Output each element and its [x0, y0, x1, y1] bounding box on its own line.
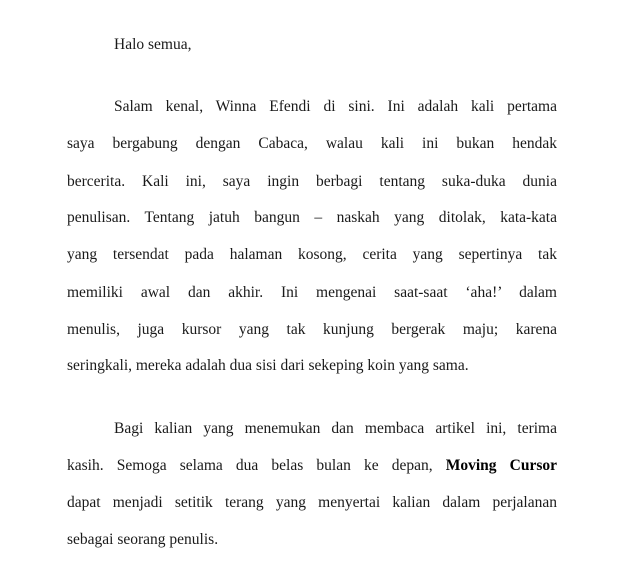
paragraph-1-line-4: penulisan. Tentang jatuh bangun – naskah yang ditolak, kata-kata: [67, 209, 557, 226]
paragraph-1-line-1: Salam kenal, Winna Efendi di sini. Ini adalah kali pertama: [114, 98, 557, 115]
paragraph-1-line-5: yang tersendat pada halaman kosong, cerita yang sepertinya tak: [67, 246, 557, 263]
greeting: Halo semua,: [114, 36, 192, 53]
paragraph-2-line-1: Bagi kalian yang menemukan dan membaca artikel ini, terima: [114, 420, 557, 437]
paragraph-1-line-6: memiliki awal dan akhir. Ini mengenai saat-saat ‘aha!’ dalam: [67, 284, 557, 301]
paragraph-1-line-7: menulis, juga kursor yang tak kunjung bergerak maju; karena: [67, 321, 557, 338]
paragraph-1-line-2: saya bergabung dengan Cabaca, walau kali ini bukan hendak: [67, 135, 557, 152]
paragraph-2-line-4: sebagai seorang penulis.: [67, 531, 219, 548]
paragraph-2-line-3: dapat menjadi setitik terang yang menyertai kalian dalam perjalanan: [67, 494, 557, 511]
paragraph-2-line-2-text: kasih. Semoga selama dua belas bulan ke depan,: [67, 457, 446, 474]
paragraph-1-line-8: seringkali, mereka adalah dua sisi dari sekeping koin yang sama.: [67, 357, 469, 374]
paragraph-1-line-3: bercerita. Kali ini, saya ingin berbagi tentang suka-duka dunia: [67, 173, 557, 190]
paragraph-2-line-2: [67, 456, 557, 476]
moving-cursor-title: Moving Cursor: [445, 457, 557, 474]
